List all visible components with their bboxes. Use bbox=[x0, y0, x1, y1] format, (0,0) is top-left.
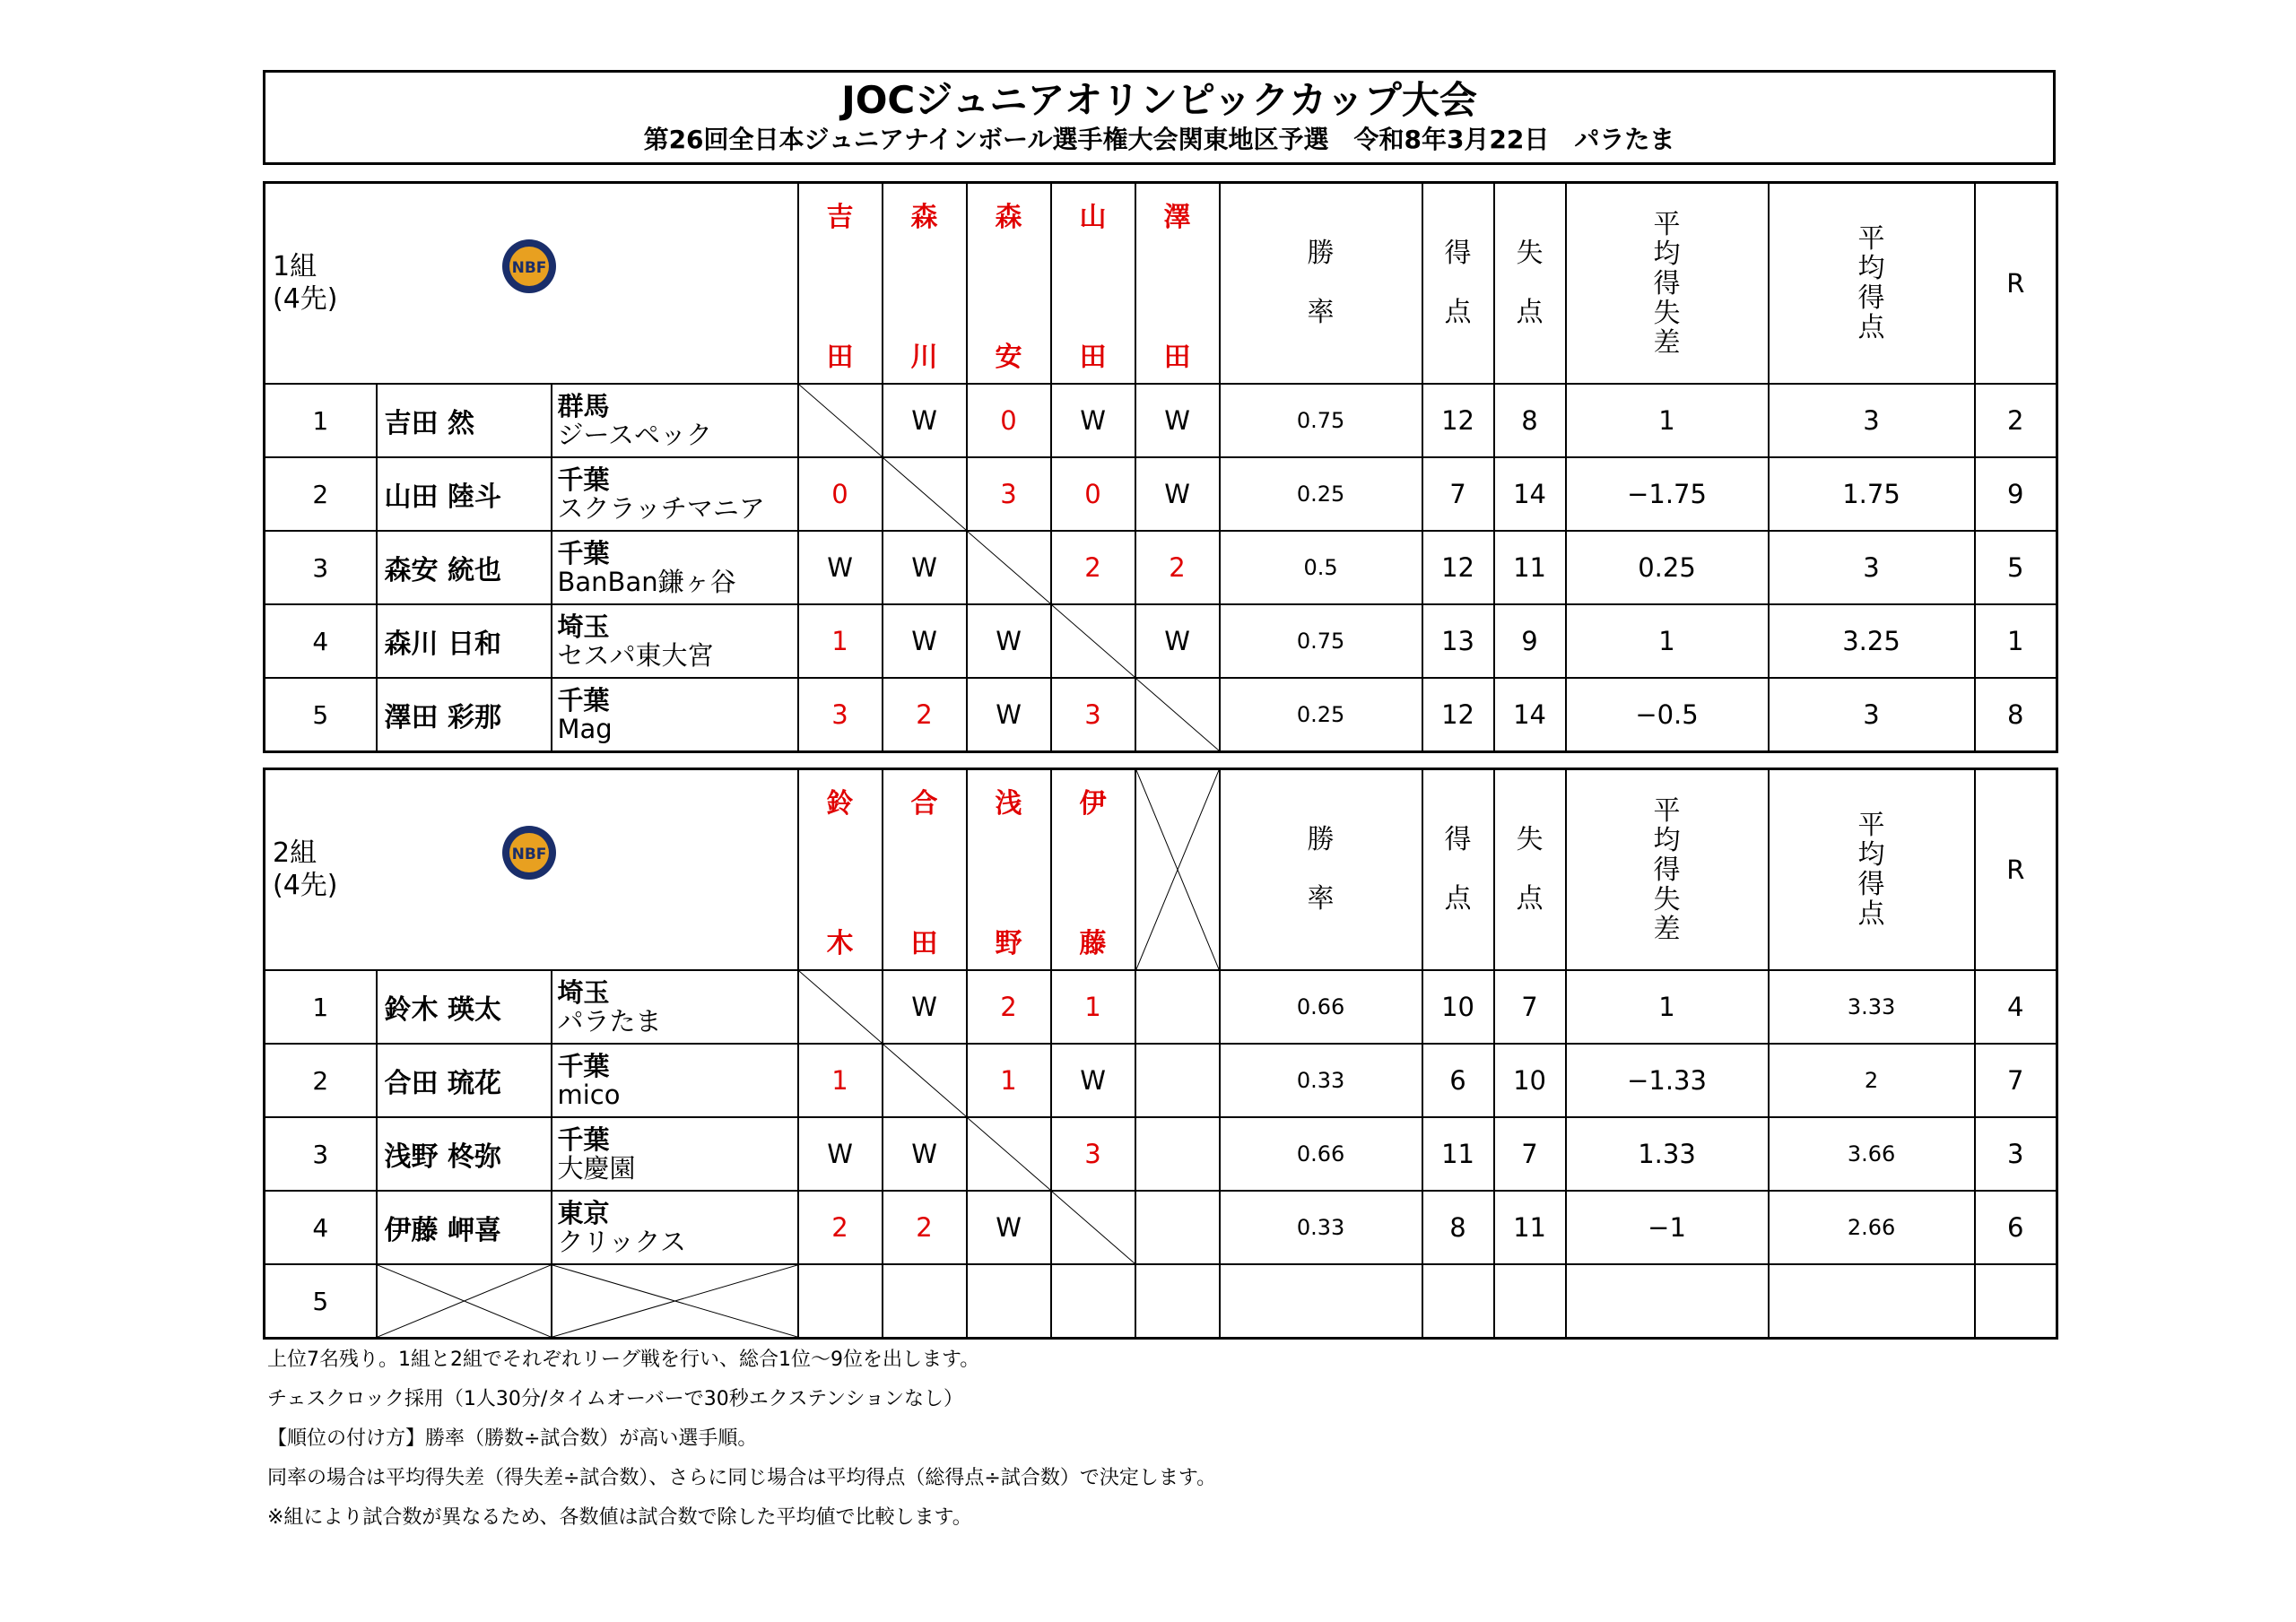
opp-bottom: 田 bbox=[826, 342, 854, 373]
match-result: 0 bbox=[967, 384, 1051, 457]
player-number: 4 bbox=[265, 604, 377, 678]
player-team bbox=[552, 531, 798, 604]
match-result: W bbox=[883, 384, 967, 457]
player-row bbox=[265, 1264, 2057, 1339]
note-line: ※組により試合数が異なるため、各数値は試合数で除した平均値で比較します。 bbox=[267, 1506, 972, 1529]
rank-header: R bbox=[1975, 183, 2057, 385]
self-match-diagonal bbox=[968, 532, 1050, 603]
self-match-diagonal bbox=[968, 1118, 1050, 1190]
match-result: 0 bbox=[798, 457, 883, 531]
team-prefecture: 埼玉 bbox=[557, 977, 610, 1008]
match-result: 0 bbox=[1051, 457, 1135, 531]
player-name: 澤田 彩那 bbox=[377, 678, 552, 752]
match-result bbox=[1051, 1264, 1135, 1339]
opp-bottom: 安 bbox=[995, 342, 1022, 373]
win-rate: 0.66 bbox=[1220, 1117, 1422, 1191]
player-number: 2 bbox=[265, 457, 377, 531]
opponent-header bbox=[1051, 183, 1135, 385]
match-result: W bbox=[798, 531, 883, 604]
win-rate: 0.75 bbox=[1220, 384, 1422, 457]
opp-bottom: 藤 bbox=[1079, 928, 1107, 959]
avg-points: 3 bbox=[1769, 531, 1975, 604]
opp-bottom: 野 bbox=[995, 928, 1022, 959]
rank: 6 bbox=[1975, 1191, 2057, 1264]
opponent-header bbox=[967, 769, 1051, 971]
match-result: W bbox=[967, 1191, 1051, 1264]
avg-points: 1.75 bbox=[1769, 457, 1975, 531]
note-line: 【順位の付け方】勝率（勝数÷試合数）が高い選手順。 bbox=[267, 1427, 758, 1450]
rank: 8 bbox=[1975, 678, 2057, 752]
match-result: 1 bbox=[798, 1044, 883, 1117]
match-result: 2 bbox=[798, 1191, 883, 1264]
player-row bbox=[265, 384, 2057, 457]
player-row bbox=[265, 531, 2057, 604]
title-box bbox=[263, 70, 2056, 165]
avg-points-header: 平 均 得 点 bbox=[1769, 183, 1975, 385]
match-result: W bbox=[883, 970, 967, 1044]
match-result bbox=[883, 457, 967, 531]
opp-bottom: 田 bbox=[1163, 342, 1191, 373]
nbf-logo bbox=[500, 238, 558, 295]
self-match-diagonal bbox=[883, 1045, 966, 1116]
match-result: 1 bbox=[1051, 970, 1135, 1044]
avg-diff: 1 bbox=[1566, 970, 1769, 1044]
player-row bbox=[265, 1117, 2057, 1191]
team-prefecture: 埼玉 bbox=[557, 612, 610, 642]
match-result: 2 bbox=[883, 1191, 967, 1264]
points-for-header: 得 点 bbox=[1422, 183, 1494, 385]
match-result: W bbox=[883, 531, 967, 604]
match-result: W bbox=[798, 1117, 883, 1191]
rank: 9 bbox=[1975, 457, 2057, 531]
points-against: 7 bbox=[1494, 970, 1566, 1044]
nbf-logo bbox=[500, 824, 558, 881]
group1-label-line2: (4先) bbox=[273, 283, 338, 315]
match-result: 2 bbox=[883, 678, 967, 752]
team-club: セスパ東大宮 bbox=[557, 640, 714, 671]
match-result: W bbox=[1051, 1044, 1135, 1117]
player-team bbox=[552, 1044, 798, 1117]
group1-label-line1: 1組 bbox=[273, 251, 317, 282]
rank: 4 bbox=[1975, 970, 2057, 1044]
avg-points: 2 bbox=[1769, 1044, 1975, 1117]
opp-top: 森 bbox=[995, 202, 1022, 233]
self-match-diagonal bbox=[799, 385, 882, 456]
avg-diff-header: 平 均 得 失 差 bbox=[1566, 769, 1769, 971]
match-result: W bbox=[1051, 384, 1135, 457]
avg-diff: −1.33 bbox=[1566, 1044, 1769, 1117]
opp-top: 伊 bbox=[1079, 788, 1107, 820]
player-team bbox=[552, 970, 798, 1044]
rank-header: R bbox=[1975, 769, 2057, 971]
team-club: 大慶園 bbox=[557, 1153, 636, 1184]
match-result: 2 bbox=[967, 970, 1051, 1044]
win-rate: 0.75 bbox=[1220, 604, 1422, 678]
points-against: 11 bbox=[1494, 531, 1566, 604]
player-number: 1 bbox=[265, 384, 377, 457]
team-prefecture: 群馬 bbox=[557, 391, 610, 421]
player-name: 森川 日和 bbox=[377, 604, 552, 678]
rank: 3 bbox=[1975, 1117, 2057, 1191]
opp-top: 浅 bbox=[995, 788, 1022, 820]
match-result: 3 bbox=[798, 678, 883, 752]
avg-diff: 1 bbox=[1566, 384, 1769, 457]
avg-diff: 0.25 bbox=[1566, 531, 1769, 604]
page-title: JOCジュニアオリンピックカップ大会 bbox=[841, 78, 1477, 122]
group1-label bbox=[265, 183, 798, 385]
opp-top: 吉 bbox=[826, 202, 854, 233]
opponent-header bbox=[883, 183, 967, 385]
points-for: 12 bbox=[1422, 678, 1494, 752]
player-team bbox=[552, 384, 798, 457]
player-number: 3 bbox=[265, 531, 377, 604]
team-club: BanBan鎌ヶ谷 bbox=[557, 567, 736, 597]
team-prefecture: 東京 bbox=[557, 1198, 610, 1228]
match-result: 1 bbox=[967, 1044, 1051, 1117]
self-match-diagonal bbox=[883, 458, 966, 530]
player-team bbox=[552, 1117, 798, 1191]
empty-name-cell bbox=[377, 1264, 552, 1339]
player-row bbox=[265, 970, 2057, 1044]
opponent-header bbox=[798, 183, 883, 385]
player-number: 4 bbox=[265, 1191, 377, 1264]
match-result bbox=[1135, 1191, 1220, 1264]
opponent-header bbox=[1051, 769, 1135, 971]
points-against bbox=[1494, 1264, 1566, 1339]
avg-diff: −1 bbox=[1566, 1191, 1769, 1264]
avg-points: 3.33 bbox=[1769, 970, 1975, 1044]
avg-diff: 1.33 bbox=[1566, 1117, 1769, 1191]
match-result: 1 bbox=[798, 604, 883, 678]
player-row bbox=[265, 457, 2057, 531]
opp-top: 森 bbox=[910, 202, 938, 233]
points-for: 7 bbox=[1422, 457, 1494, 531]
opp-top: 鈴 bbox=[826, 788, 854, 820]
win-rate: 0.33 bbox=[1220, 1191, 1422, 1264]
match-result bbox=[1135, 1044, 1220, 1117]
player-number: 1 bbox=[265, 970, 377, 1044]
avg-diff: −0.5 bbox=[1566, 678, 1769, 752]
page-subtitle: 第26回全日本ジュニアナインボール選手権大会関東地区予選 令和8年3月22日 パラたま bbox=[643, 125, 1675, 154]
empty-team-cell bbox=[552, 1264, 798, 1339]
group2-label-line1: 2組 bbox=[273, 837, 317, 869]
match-result bbox=[798, 970, 883, 1044]
match-result bbox=[883, 1264, 967, 1339]
match-result bbox=[967, 1117, 1051, 1191]
points-against: 9 bbox=[1494, 604, 1566, 678]
win-rate: 0.25 bbox=[1220, 678, 1422, 752]
player-name: 合田 琉花 bbox=[377, 1044, 552, 1117]
points-for: 10 bbox=[1422, 970, 1494, 1044]
points-against-header: 失 点 bbox=[1494, 769, 1566, 971]
player-row bbox=[265, 604, 2057, 678]
team-club: Mag bbox=[557, 714, 613, 744]
points-for: 8 bbox=[1422, 1191, 1494, 1264]
points-against: 14 bbox=[1494, 457, 1566, 531]
player-number: 5 bbox=[265, 1264, 377, 1339]
player-team bbox=[552, 1191, 798, 1264]
match-result bbox=[1135, 1117, 1220, 1191]
avg-points: 2.66 bbox=[1769, 1191, 1975, 1264]
match-result: W bbox=[1135, 457, 1220, 531]
match-result bbox=[1135, 1264, 1220, 1339]
team-prefecture: 千葉 bbox=[557, 1124, 610, 1155]
opponent-header bbox=[1135, 183, 1220, 385]
group2-table bbox=[263, 768, 2058, 1340]
match-result: 3 bbox=[1051, 1117, 1135, 1191]
group2-label bbox=[265, 769, 798, 971]
team-prefecture: 千葉 bbox=[557, 538, 610, 568]
cross-out bbox=[1136, 770, 1219, 969]
rank: 5 bbox=[1975, 531, 2057, 604]
match-result: W bbox=[883, 1117, 967, 1191]
group2-label-line2: (4先) bbox=[273, 870, 338, 901]
cross-out bbox=[378, 1265, 551, 1337]
opp-top: 合 bbox=[910, 788, 938, 820]
team-club: クリックス bbox=[557, 1227, 687, 1257]
cross-out bbox=[552, 1265, 797, 1337]
match-result: 3 bbox=[1051, 678, 1135, 752]
note-line: チェスクロック採用（1人30分/タイムオーバーで30秒エクステンションなし） bbox=[267, 1388, 964, 1410]
points-for: 12 bbox=[1422, 531, 1494, 604]
player-row bbox=[265, 678, 2057, 752]
player-row bbox=[265, 1044, 2057, 1117]
win-rate: 0.33 bbox=[1220, 1044, 1422, 1117]
avg-points-header: 平 均 得 点 bbox=[1769, 769, 1975, 971]
group1-table bbox=[263, 181, 2058, 753]
points-against-header: 失 点 bbox=[1494, 183, 1566, 385]
match-result: W bbox=[883, 604, 967, 678]
match-result: 3 bbox=[967, 457, 1051, 531]
opp-top: 澤 bbox=[1163, 202, 1191, 233]
points-for: 12 bbox=[1422, 384, 1494, 457]
win-rate bbox=[1220, 1264, 1422, 1339]
avg-points: 3 bbox=[1769, 384, 1975, 457]
match-result: W bbox=[967, 604, 1051, 678]
match-result: 2 bbox=[1051, 531, 1135, 604]
self-match-diagonal bbox=[799, 971, 882, 1043]
opp-top: 山 bbox=[1079, 202, 1107, 233]
avg-diff: 1 bbox=[1566, 604, 1769, 678]
points-against: 8 bbox=[1494, 384, 1566, 457]
match-result bbox=[967, 531, 1051, 604]
points-against: 7 bbox=[1494, 1117, 1566, 1191]
win-rate: 0.25 bbox=[1220, 457, 1422, 531]
rank: 2 bbox=[1975, 384, 2057, 457]
player-name: 森安 統也 bbox=[377, 531, 552, 604]
match-result bbox=[1135, 970, 1220, 1044]
match-result bbox=[798, 1264, 883, 1339]
player-number: 5 bbox=[265, 678, 377, 752]
player-name: 伊藤 岬喜 bbox=[377, 1191, 552, 1264]
points-against: 14 bbox=[1494, 678, 1566, 752]
points-for: 6 bbox=[1422, 1044, 1494, 1117]
notes bbox=[267, 1340, 1216, 1538]
points-for: 13 bbox=[1422, 604, 1494, 678]
win-rate: 0.5 bbox=[1220, 531, 1422, 604]
avg-diff-header: 平 均 得 失 差 bbox=[1566, 183, 1769, 385]
opponent-header bbox=[883, 769, 967, 971]
win-rate-header: 勝 率 bbox=[1220, 183, 1422, 385]
opponent-header bbox=[967, 183, 1051, 385]
win-rate-header: 勝 率 bbox=[1220, 769, 1422, 971]
avg-points: 3.25 bbox=[1769, 604, 1975, 678]
team-prefecture: 千葉 bbox=[557, 464, 610, 495]
match-result bbox=[1051, 1191, 1135, 1264]
points-for-header: 得 点 bbox=[1422, 769, 1494, 971]
rank bbox=[1975, 1264, 2057, 1339]
player-team bbox=[552, 678, 798, 752]
note-line: 同率の場合は平均得失差（得失差÷試合数）、さらに同じ場合は平均得点（総得点÷試合数）で決定します。 bbox=[267, 1467, 1217, 1489]
match-result: 2 bbox=[1135, 531, 1220, 604]
match-result bbox=[1051, 604, 1135, 678]
player-name: 浅野 柊弥 bbox=[377, 1117, 552, 1191]
team-club: パラたま bbox=[557, 1006, 662, 1037]
opp-bottom: 田 bbox=[910, 928, 938, 959]
team-club: スクラッチマニア bbox=[557, 493, 765, 524]
self-match-diagonal bbox=[1052, 605, 1135, 677]
team-club: ジースペック bbox=[557, 420, 713, 450]
opp-bottom: 田 bbox=[1079, 342, 1107, 373]
note-line: 上位7名残り。1組と2組でそれぞれリーグ戦を行い、総合1位～9位を出します。 bbox=[267, 1349, 980, 1371]
self-match-diagonal bbox=[1136, 679, 1219, 750]
opponent-header bbox=[798, 769, 883, 971]
points-against: 10 bbox=[1494, 1044, 1566, 1117]
player-number: 3 bbox=[265, 1117, 377, 1191]
match-result: W bbox=[1135, 384, 1220, 457]
player-row bbox=[265, 1191, 2057, 1264]
avg-diff: −1.75 bbox=[1566, 457, 1769, 531]
self-match-diagonal bbox=[1052, 1192, 1135, 1263]
opp-bottom: 川 bbox=[910, 342, 938, 373]
match-result bbox=[1135, 678, 1220, 752]
player-number: 2 bbox=[265, 1044, 377, 1117]
team-club: mico bbox=[557, 1080, 621, 1110]
player-team bbox=[552, 457, 798, 531]
match-result bbox=[883, 1044, 967, 1117]
team-prefecture: 千葉 bbox=[557, 1051, 610, 1081]
player-team bbox=[552, 604, 798, 678]
avg-points: 3 bbox=[1769, 678, 1975, 752]
player-name: 鈴木 瑛太 bbox=[377, 970, 552, 1044]
win-rate: 0.66 bbox=[1220, 970, 1422, 1044]
rank: 1 bbox=[1975, 604, 2057, 678]
empty-opponent-header bbox=[1135, 769, 1220, 971]
points-for: 11 bbox=[1422, 1117, 1494, 1191]
points-against: 11 bbox=[1494, 1191, 1566, 1264]
avg-diff bbox=[1566, 1264, 1769, 1339]
avg-points: 3.66 bbox=[1769, 1117, 1975, 1191]
player-name: 山田 陸斗 bbox=[377, 457, 552, 531]
opp-bottom: 木 bbox=[826, 928, 854, 959]
rank: 7 bbox=[1975, 1044, 2057, 1117]
logo-text: NBF bbox=[511, 846, 547, 863]
match-result bbox=[798, 384, 883, 457]
match-result: W bbox=[967, 678, 1051, 752]
avg-points bbox=[1769, 1264, 1975, 1339]
points-for bbox=[1422, 1264, 1494, 1339]
match-result: W bbox=[1135, 604, 1220, 678]
team-prefecture: 千葉 bbox=[557, 685, 610, 716]
logo-text: NBF bbox=[511, 259, 547, 277]
player-name: 吉田 然 bbox=[377, 384, 552, 457]
match-result bbox=[967, 1264, 1051, 1339]
